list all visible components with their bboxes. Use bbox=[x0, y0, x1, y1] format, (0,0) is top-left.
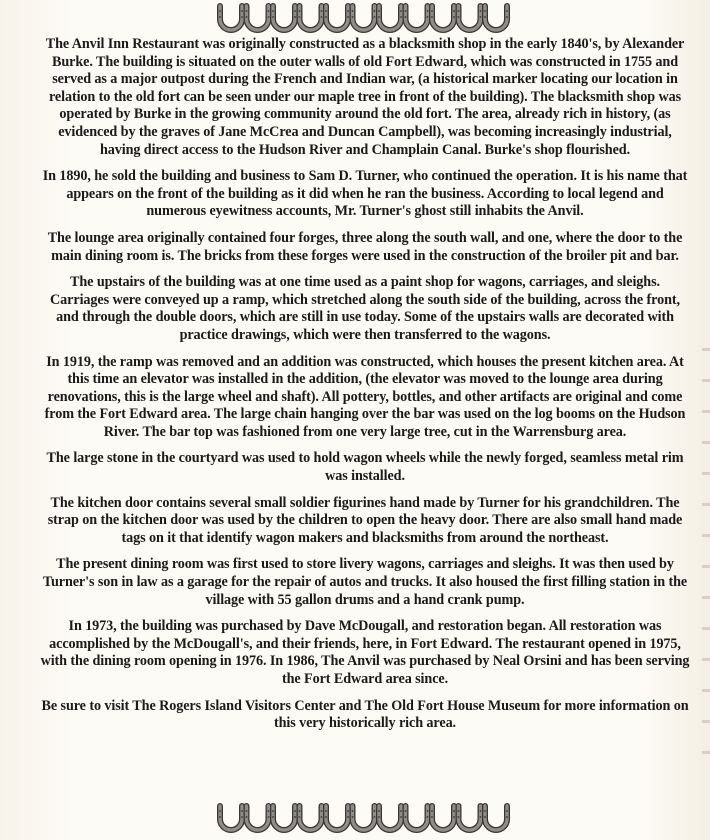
horseshoe-icon bbox=[431, 6, 455, 30]
horseshoe-icon bbox=[431, 806, 455, 830]
paper-edge-marks bbox=[702, 320, 710, 780]
horseshoe-icon bbox=[219, 806, 243, 830]
paragraph-visit: Be sure to visit The Rogers Island Visitors Center and The Old Fort House Museum for more information on this very historically rich area. bbox=[41, 697, 689, 732]
horseshoe-icon bbox=[352, 6, 376, 30]
horseshoe-icon bbox=[405, 806, 429, 830]
horseshoe-icon bbox=[272, 806, 296, 830]
horseshoe-icon bbox=[299, 806, 323, 830]
horseshoe-icon bbox=[458, 6, 482, 30]
horseshoe-icon bbox=[246, 6, 270, 30]
horseshoe-icon bbox=[325, 6, 349, 30]
horseshoe-icon bbox=[378, 6, 402, 30]
horseshoe-icon bbox=[246, 806, 270, 830]
horseshoe-icon bbox=[458, 806, 482, 830]
horseshoe-icon bbox=[325, 806, 349, 830]
horseshoe-icon bbox=[272, 6, 296, 30]
paragraph-1919: In 1919, the ramp was removed and an addition was constructed, which houses the present kitchen area. At this time an elevator was installed in the addition, (the elevator was moved to the lounge area during renovations, this is the large wheel and shaft). All pottery, bottles, and other artifacts are original and come from the Fort Edward area. The large chain hanging over the bar was used on the log booms on the Hudson River. The bar top was fashioned from one very large tree, cut in the Warrensburg area. bbox=[44, 353, 686, 440]
paragraph-dining-room: The present dining room was first used to store livery wagons, carriages and sleighs. It was then used by Turner's son in law as a garage for the repair of autos and trucks. It also housed the first filling station in the village with 55 gallon drums and a hand crank pump. bbox=[42, 556, 688, 608]
paragraph-lounge: The lounge area originally contained four forges, three along the south wall, and one, where the door to the main dining room is. The bricks from these forges were used in the construction of the broiler pit and bar. bbox=[47, 229, 683, 264]
paragraph-restoration: In 1973, the building was purchased by Dave McDougall, and restoration began. All restoration was accomplished by the McDougall's, and their friends, here, in Fort Edward. The restaurant opened in 1975, with the dining room opening in 1976. In 1986, The Anvil was purchased by Neal Orsini and has been serving the Fort Edward area since. bbox=[40, 618, 690, 687]
horseshoe-border-bottom bbox=[0, 802, 710, 836]
horseshoe-icon bbox=[378, 806, 402, 830]
paragraph-turner: In 1890, he sold the building and business to Sam D. Turner, who continued the operation. It is his name that appears on the front of the building as it did when he ran the business. According to local legend and numerous eyewitness accounts, Mr. Turner's ghost still inhabits the Anvil. bbox=[42, 168, 688, 220]
history-text bbox=[40, 36, 690, 742]
horseshoe-border-top bbox=[0, 2, 710, 36]
paragraph-origins: The Anvil Inn Restaurant was originally constructed as a blacksmith shop in the early 1840's, by Alexander Burke. The building is situated on the outer walls of old Fort Edward, which was constructed in 1755 and served as a major outpost during the French and Indian war, (a historical marker locating our location in relation to the old fort can be seen under our maple tree in front of the building). The blacksmith shop was operated by Burke in the growing community around the old fort. The area, already rich in history, (as evidenced by the graves of Jane McCrea and Duncan Campbell), was becoming increasingly industrial, having direct access to the Hudson River and Champlain Canal. Burke's shop flourished. bbox=[45, 36, 685, 158]
paragraph-courtyard-stone: The large stone in the courtyard was used to hold wagon wheels while the newly forged, seamless metal rim was installed. bbox=[46, 450, 684, 485]
paragraph-upstairs: The upstairs of the building was at one time used as a paint shop for wagons, carriages, and sleighs. Carriages were conveyed up a ramp, which stretched along the south side of the building, across the front, and through the double doors, which are still in use today. Some of the upstairs walls are decorated with practice drawings, which were then transferred to the wagons. bbox=[50, 274, 680, 343]
horseshoe-icon bbox=[484, 806, 508, 830]
horseshoe-icon bbox=[299, 6, 323, 30]
horseshoe-icon bbox=[352, 806, 376, 830]
horseshoe-icon bbox=[219, 6, 243, 30]
horseshoe-icon bbox=[405, 6, 429, 30]
horseshoe-icon bbox=[484, 6, 508, 30]
paragraph-kitchen-door: The kitchen door contains several small soldier figurines hand made by Turner for his grandchildren. The strap on the kitchen door was used by the children to open the heavy door. There are also small hand made tags on it that identify wagon makers and blacksmiths from around the northeast. bbox=[47, 494, 683, 546]
